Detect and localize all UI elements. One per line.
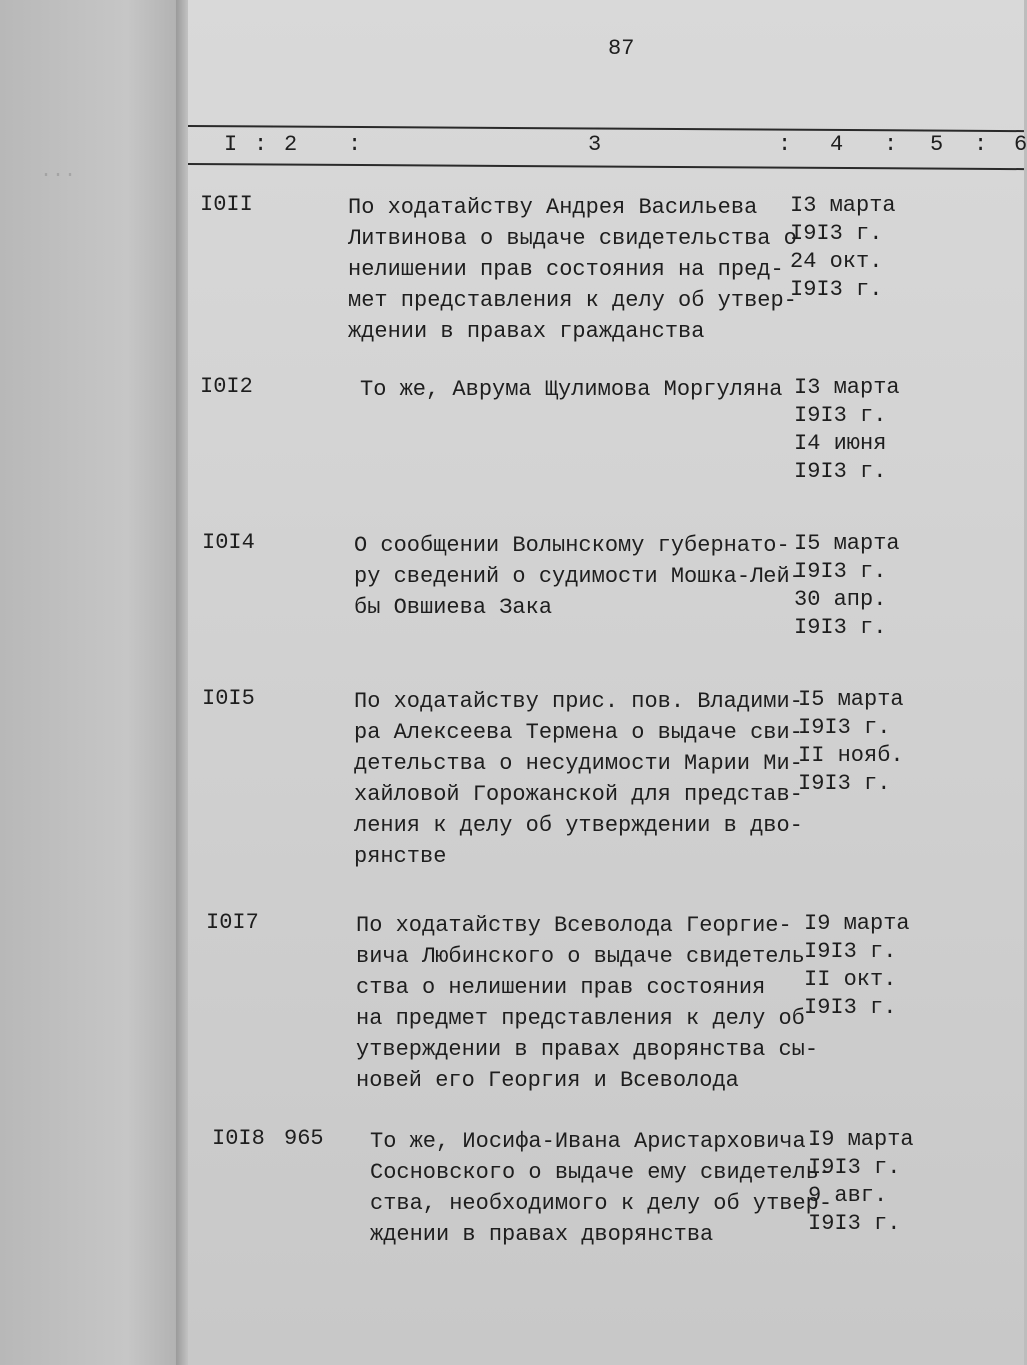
entry-dates: I3 марта I9I3 г. 24 окт. I9I3 г. xyxy=(790,193,896,302)
entry-number: I0I8 xyxy=(212,1126,265,1151)
entry-description: То же, Иосифа-Ивана Аристарховича Сосновского о выдаче ему свидетель- ства, необходимого к делу об утвер- ждении в правах дворянства xyxy=(370,1129,833,1247)
header-col-4: 4 xyxy=(830,132,844,157)
facing-page xyxy=(0,0,182,1365)
table-header: I : 2 : 3 : 4 : 5 : 6 xyxy=(224,132,1027,157)
document-page xyxy=(188,0,1027,1365)
header-col-1: I xyxy=(224,132,238,157)
entry-number: I0I2 xyxy=(200,374,253,399)
header-col-5: 5 xyxy=(930,132,944,157)
entry-description: По ходатайству прис. пов. Владими- ра Алексеева Термена о выдаче сви- детельства о несудимости Марии Ми- хайловой Горожанской для представ- ления к делу об утверждении в дво- рянстве xyxy=(354,689,803,869)
entry-dates: I5 марта I9I3 г. II нояб. I9I3 г. xyxy=(798,687,904,796)
header-col-2: 2 xyxy=(284,132,298,157)
bleed-through-text: ... xyxy=(40,160,77,183)
entry-description: По ходатайству Всеволода Георгие- вича Любинского о выдаче свидетель- ства о нелишении прав состояния на предмет представления к делу об утверждении в правах дворянства сы- новей его Георгия и Всеволода xyxy=(356,913,819,1093)
entry-dates: I9 марта I9I3 г. II окт. I9I3 г. xyxy=(804,911,910,1020)
page-number: 87 xyxy=(608,36,635,61)
entry-dates: I3 марта I9I3 г. I4 июня I9I3 г. xyxy=(794,375,900,484)
header-rule-bottom xyxy=(188,163,1024,170)
entry-number: I0I5 xyxy=(202,686,255,711)
entry-description: По ходатайству Андрея Васильева Литвинова о выдаче свидетельства о нелишении прав состояния на пред- мет представления к делу об утвер- ждении в правах гражданства xyxy=(348,195,797,344)
entry-description: То же, Аврума Щулимова Моргуляна xyxy=(360,377,783,402)
entry-dates: I9 марта I9I3 г. 9 авг. I9I3 г. xyxy=(808,1127,914,1236)
entry-number: I0I7 xyxy=(206,910,259,935)
entry-secondary-number: 965 xyxy=(284,1126,324,1151)
header-col-6: 6 xyxy=(1014,132,1027,157)
entry-number: I0I4 xyxy=(202,530,255,555)
entry-number: I0II xyxy=(200,192,253,217)
entry-dates: I5 марта I9I3 г. 30 апр. I9I3 г. xyxy=(794,531,900,640)
entry-description: О сообщении Волынскому губернато- ру сведений о судимости Мошка-Лей- бы Овшиева Зака xyxy=(354,533,803,620)
header-col-3: 3 xyxy=(588,132,602,157)
